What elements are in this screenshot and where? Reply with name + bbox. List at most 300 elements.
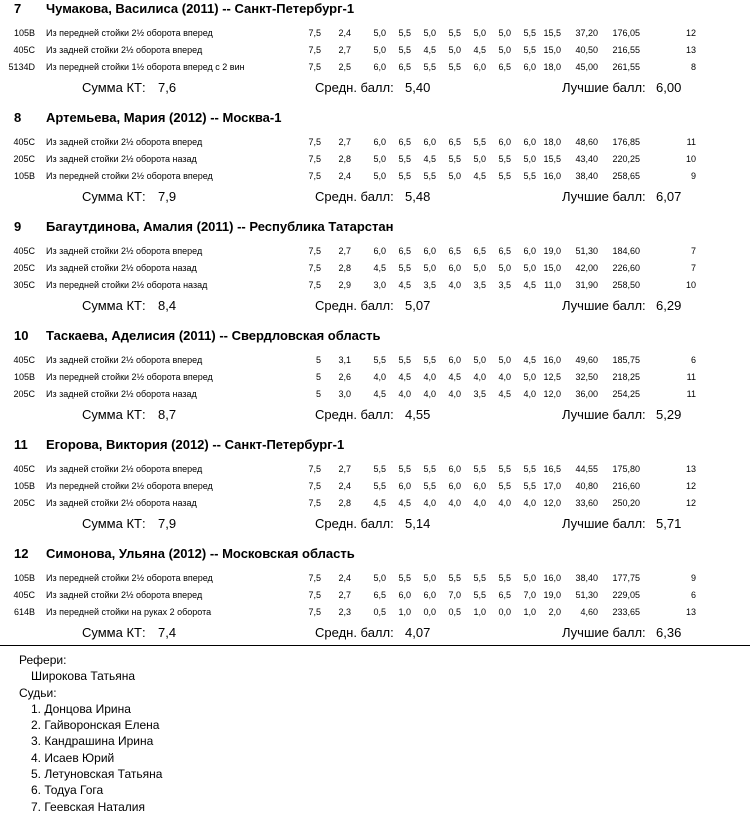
athlete-name: Симонова, Ульяна (2012) -- Московская область — [46, 546, 355, 561]
best-score-value: 6,36 — [656, 625, 682, 640]
running-total: 254,25 — [612, 389, 640, 399]
athlete-place: 11 — [14, 437, 28, 452]
dive-raw-score: 19,0 — [543, 590, 561, 600]
avg-score-value: 5,14 — [405, 516, 431, 531]
judge-score: 3,5 — [473, 389, 486, 399]
judge-score: 6,0 — [448, 481, 461, 491]
dive-difficulty: 2,8 — [338, 154, 351, 164]
avg-score-value: 5,48 — [405, 189, 431, 204]
sum-kt-label: Сумма КТ: — [82, 189, 146, 204]
judge-score: 5,0 — [448, 45, 461, 55]
dive-row — [0, 590, 750, 606]
judge-score: 4,0 — [448, 498, 461, 508]
running-total: 258,50 — [612, 280, 640, 290]
judge-score: 5,5 — [398, 171, 411, 181]
judge-score: 5,5 — [498, 154, 511, 164]
judge-score: 0,0 — [423, 607, 436, 617]
judge-score: 5,5 — [398, 45, 411, 55]
dive-raw-score: 17,0 — [543, 481, 561, 491]
sum-kt-label: Сумма КТ: — [82, 625, 146, 640]
judge-score: 6,0 — [398, 590, 411, 600]
judge-score: 6,5 — [373, 590, 386, 600]
judge-score: 4,0 — [423, 389, 436, 399]
dive-description: Из задней стойки 2½ оборота назад — [46, 154, 197, 164]
dive-points: 49,60 — [575, 355, 598, 365]
dive-description: Из передней стойки 2½ оборота вперед — [46, 171, 213, 181]
dive-code: 614B — [13, 607, 35, 617]
avg-score-label: Средн. балл: — [315, 298, 394, 313]
judge-score: 6,5 — [498, 246, 511, 256]
best-score-value: 5,71 — [656, 516, 682, 531]
running-total: 233,65 — [612, 607, 640, 617]
athlete-place: 12 — [14, 546, 29, 561]
avg-score-value: 5,40 — [405, 80, 431, 95]
judge-score: 5,0 — [373, 154, 386, 164]
dive-value: 7,5 — [308, 246, 321, 256]
sum-kt-value: 8,4 — [158, 298, 177, 313]
judge-score: 6,0 — [373, 62, 386, 72]
dive-points: 51,30 — [575, 590, 598, 600]
athlete-block — [0, 1, 750, 101]
running-rank: 11 — [686, 137, 696, 147]
best-score-label: Лучшие балл: — [562, 625, 646, 640]
judge-score: 4,0 — [473, 498, 486, 508]
judge-score: 3,5 — [498, 280, 511, 290]
referee-name: Широкова Татьяна — [31, 669, 136, 684]
running-rank: 13 — [685, 45, 696, 55]
best-score-label: Лучшие балл: — [562, 80, 646, 95]
judge-score: 5,0 — [473, 154, 486, 164]
judge-score: 5,5 — [523, 28, 536, 38]
judge-score: 6,0 — [373, 137, 386, 147]
dive-description: Из задней стойки 2½ оборота вперед — [46, 137, 203, 147]
dive-raw-score: 18,0 — [543, 62, 561, 72]
running-rank: 11 — [686, 389, 696, 399]
judge-score: 5,5 — [398, 355, 411, 365]
judge-score: 4,0 — [498, 372, 511, 382]
athlete-block — [0, 546, 750, 646]
dive-points: 4,60 — [580, 607, 598, 617]
dive-description: Из задней стойки 2½ оборота вперед — [46, 246, 203, 256]
running-rank: 13 — [685, 607, 696, 617]
judge-score: 5,0 — [423, 573, 436, 583]
avg-score-value: 4,07 — [405, 625, 431, 640]
judge-score: 4,5 — [398, 372, 411, 382]
judge-score: 6,0 — [448, 355, 461, 365]
dive-description: Из передней стойки на руках 2 оборота — [46, 607, 212, 617]
dive-raw-score: 16,0 — [543, 171, 561, 181]
judge-score: 1,0 — [473, 607, 486, 617]
judge-score: 6,0 — [423, 246, 436, 256]
dive-points: 40,80 — [575, 481, 598, 491]
dive-raw-score: 15,0 — [543, 45, 561, 55]
avg-score-label: Средн. балл: — [315, 625, 394, 640]
best-score-label: Лучшие балл: — [562, 516, 646, 531]
judge-score: 5,5 — [373, 355, 386, 365]
sum-kt-label: Сумма КТ: — [82, 298, 146, 313]
judge-score: 5,0 — [523, 372, 536, 382]
dive-value: 7,5 — [308, 573, 321, 583]
dive-code: 405C — [13, 246, 35, 256]
athlete-block — [0, 437, 750, 537]
judge-score: 7,0 — [523, 590, 536, 600]
judge-score: 4,0 — [423, 372, 436, 382]
dive-points: 31,90 — [575, 280, 598, 290]
dive-points: 36,00 — [575, 389, 598, 399]
judge-score: 5,5 — [498, 171, 511, 181]
athlete-name: Таскаева, Аделисия (2011) -- Свердловская область — [46, 328, 381, 343]
judge-score: 5,5 — [398, 154, 411, 164]
judge-score: 5,5 — [398, 464, 411, 474]
dive-description: Из задней стойки 2½ оборота назад — [46, 263, 197, 273]
judge-4: 4. Исаев Юрий — [31, 750, 115, 765]
judge-score: 3,5 — [423, 280, 436, 290]
avg-score-label: Средн. балл: — [315, 189, 394, 204]
judge-score: 5,5 — [398, 28, 411, 38]
judge-score: 5,5 — [498, 481, 511, 491]
running-total: 226,60 — [612, 263, 640, 273]
judge-score: 5,0 — [373, 171, 386, 181]
dive-description: Из задней стойки 2½ оборота вперед — [46, 355, 203, 365]
judge-score: 0,5 — [448, 607, 461, 617]
dive-raw-score: 19,0 — [543, 246, 561, 256]
judge-score: 6,0 — [423, 137, 436, 147]
dive-difficulty: 2,5 — [338, 62, 351, 72]
dive-code: 105B — [13, 481, 35, 491]
dive-difficulty: 2,4 — [338, 481, 351, 491]
dive-raw-score: 15,0 — [543, 263, 561, 273]
judge-score: 5,0 — [473, 263, 486, 273]
dive-value: 7,5 — [308, 45, 321, 55]
dive-points: 45,00 — [575, 62, 598, 72]
judge-score: 4,5 — [473, 45, 486, 55]
sum-kt-label: Сумма КТ: — [82, 516, 146, 531]
judge-score: 6,0 — [523, 62, 536, 72]
judge-score: 5,0 — [523, 154, 536, 164]
best-score-value: 6,29 — [656, 298, 682, 313]
dive-difficulty: 2,8 — [338, 263, 351, 273]
judge-score: 4,0 — [448, 280, 461, 290]
dive-raw-score: 18,0 — [543, 137, 561, 147]
running-total: 175,80 — [612, 464, 640, 474]
dive-difficulty: 2,7 — [338, 464, 351, 474]
judge-score: 6,5 — [448, 246, 461, 256]
dive-code: 405C — [13, 464, 35, 474]
judge-score: 5,0 — [498, 28, 511, 38]
running-total: 250,20 — [612, 498, 640, 508]
best-score-value: 6,07 — [656, 189, 682, 204]
running-total: 176,85 — [612, 137, 640, 147]
dive-row — [0, 171, 750, 187]
dive-row — [0, 481, 750, 497]
dive-code: 405C — [13, 45, 35, 55]
dive-code: 5134D — [8, 62, 35, 72]
dive-code: 405C — [13, 590, 35, 600]
dive-value: 7,5 — [308, 590, 321, 600]
judge-score: 5,0 — [498, 263, 511, 273]
running-total: 177,75 — [612, 573, 640, 583]
dive-code: 105B — [13, 573, 35, 583]
dive-raw-score: 16,0 — [543, 355, 561, 365]
dive-value: 5 — [315, 389, 321, 399]
best-score-label: Лучшие балл: — [562, 298, 646, 313]
judge-score: 4,0 — [373, 372, 386, 382]
best-score-value: 6,00 — [656, 80, 682, 95]
judge-score: 6,5 — [473, 246, 486, 256]
judge-score: 5,5 — [473, 573, 486, 583]
dive-row — [0, 263, 750, 279]
dive-code: 405C — [13, 355, 35, 365]
dive-description: Из задней стойки 2½ оборота вперед — [46, 464, 203, 474]
dive-code: 205C — [13, 263, 35, 273]
judge-score: 5,0 — [523, 573, 536, 583]
judge-score: 4,5 — [398, 498, 411, 508]
dive-difficulty: 2,7 — [338, 590, 351, 600]
dive-difficulty: 2,6 — [338, 372, 351, 382]
dive-row — [0, 607, 750, 623]
judge-score: 6,5 — [398, 246, 411, 256]
judge-score: 5,5 — [448, 62, 461, 72]
athlete-place: 7 — [14, 1, 22, 16]
dive-points: 33,60 — [575, 498, 598, 508]
judge-score: 5,5 — [448, 154, 461, 164]
judge-score: 5,5 — [523, 45, 536, 55]
judge-score: 4,5 — [448, 372, 461, 382]
dive-row — [0, 154, 750, 170]
dive-row — [0, 372, 750, 388]
dive-value: 7,5 — [308, 263, 321, 273]
dive-difficulty: 3,0 — [338, 389, 351, 399]
dive-points: 51,30 — [575, 246, 598, 256]
avg-score-value: 4,55 — [405, 407, 431, 422]
judge-score: 5,0 — [498, 45, 511, 55]
dive-value: 7,5 — [308, 481, 321, 491]
judge-score: 0,0 — [498, 607, 511, 617]
running-rank: 13 — [685, 464, 696, 474]
dive-row — [0, 137, 750, 153]
dive-row — [0, 498, 750, 514]
judge-score: 5,5 — [498, 573, 511, 583]
judge-score: 5,5 — [398, 573, 411, 583]
judge-score: 6,0 — [423, 590, 436, 600]
judge-score: 6,5 — [398, 62, 411, 72]
judge-score: 5,5 — [423, 62, 436, 72]
dive-raw-score: 2,0 — [548, 607, 561, 617]
dive-value: 5 — [315, 355, 321, 365]
judge-score: 4,5 — [423, 154, 436, 164]
judge-score: 5,5 — [473, 590, 486, 600]
judge-score: 5,5 — [373, 464, 386, 474]
judge-score: 4,0 — [398, 389, 411, 399]
dive-description: Из передней стойки 2½ оборота вперед — [46, 372, 213, 382]
dive-raw-score: 12,0 — [543, 389, 561, 399]
judge-1: 1. Донцова Ирина — [31, 701, 131, 716]
dive-code: 105B — [13, 171, 35, 181]
dive-difficulty: 2,8 — [338, 498, 351, 508]
dive-value: 7,5 — [308, 28, 321, 38]
dive-points: 42,00 — [575, 263, 598, 273]
referee-label: Рефери: — [19, 653, 67, 667]
dive-value: 7,5 — [308, 62, 321, 72]
athlete-header — [14, 546, 355, 561]
running-rank: 11 — [686, 372, 696, 382]
judge-score: 6,0 — [398, 481, 411, 491]
dive-points: 37,20 — [575, 28, 598, 38]
dive-code: 105B — [13, 372, 35, 382]
judge-score: 3,0 — [373, 280, 386, 290]
judge-score: 4,5 — [498, 389, 511, 399]
dive-points: 48,60 — [575, 137, 598, 147]
judge-score: 4,0 — [498, 498, 511, 508]
judge-2: 2. Гайворонская Елена — [31, 718, 160, 733]
dive-raw-score: 16,5 — [543, 464, 561, 474]
athlete-block — [0, 328, 750, 428]
judge-score: 6,5 — [498, 62, 511, 72]
sum-kt-value: 7,9 — [158, 516, 177, 531]
judge-score: 6,5 — [448, 137, 461, 147]
judge-6: 6. Тодуа Гога — [31, 783, 104, 798]
sum-kt-value: 8,7 — [158, 407, 177, 422]
dive-description: Из задней стойки 2½ оборота назад — [46, 389, 197, 399]
running-rank: 10 — [685, 154, 696, 164]
dive-code: 105B — [13, 28, 35, 38]
officials-block — [19, 652, 162, 815]
dive-description: Из передней стойки 2½ оборота назад — [46, 280, 208, 290]
athlete-name: Багаутдинова, Амалия (2011) -- Республика Татарстан — [46, 219, 394, 234]
running-rank: 8 — [690, 62, 696, 72]
judge-score: 5,5 — [423, 355, 436, 365]
avg-score-label: Средн. балл: — [315, 407, 394, 422]
athlete-name: Егорова, Виктория (2012) -- Санкт-Петербург-1 — [46, 437, 345, 452]
athlete-block — [0, 219, 750, 319]
judge-score: 5,5 — [473, 137, 486, 147]
running-total: 184,60 — [612, 246, 640, 256]
dive-value: 7,5 — [308, 137, 321, 147]
dive-raw-score: 11,0 — [544, 280, 561, 290]
dive-code: 305C — [13, 280, 35, 290]
judge-score: 4,5 — [473, 171, 486, 181]
dive-value: 7,5 — [308, 607, 321, 617]
dive-row — [0, 389, 750, 405]
judge-score: 5,5 — [373, 481, 386, 491]
judge-score: 5,0 — [523, 263, 536, 273]
running-rank: 12 — [685, 481, 696, 491]
athlete-name: Артемьева, Мария (2012) -- Москва-1 — [46, 110, 282, 125]
running-total: 261,55 — [612, 62, 640, 72]
judge-score: 4,5 — [373, 389, 386, 399]
dive-row — [0, 280, 750, 296]
dive-row — [0, 45, 750, 61]
dive-raw-score: 15,5 — [543, 154, 561, 164]
judge-score: 5,5 — [448, 28, 461, 38]
running-total: 216,55 — [612, 45, 640, 55]
judge-score: 5,0 — [373, 573, 386, 583]
sum-kt-label: Сумма КТ: — [82, 80, 146, 95]
judge-score: 4,5 — [423, 45, 436, 55]
avg-score-label: Средн. балл: — [315, 516, 394, 531]
dive-difficulty: 2,4 — [338, 28, 351, 38]
judge-score: 5,0 — [373, 28, 386, 38]
running-rank: 7 — [690, 263, 696, 273]
dive-value: 7,5 — [308, 464, 321, 474]
dive-points: 40,50 — [575, 45, 598, 55]
judge-score: 5,5 — [448, 573, 461, 583]
running-rank: 12 — [685, 28, 696, 38]
running-total: 185,75 — [612, 355, 640, 365]
judge-score: 6,0 — [523, 137, 536, 147]
dive-difficulty: 2,7 — [338, 246, 351, 256]
dive-difficulty: 2,4 — [338, 171, 351, 181]
judge-score: 5,0 — [423, 263, 436, 273]
judge-score: 1,0 — [398, 607, 411, 617]
athlete-block — [0, 110, 750, 210]
divider — [0, 645, 750, 646]
judge-score: 5,5 — [498, 464, 511, 474]
athlete-header — [14, 219, 393, 234]
dive-description: Из передней стойки 1½ оборота вперед с 2 вин — [46, 62, 245, 72]
judge-score: 0,5 — [373, 607, 386, 617]
dive-description: Из задней стойки 2½ оборота вперед — [46, 590, 203, 600]
judge-score: 6,5 — [398, 137, 411, 147]
judge-score: 3,5 — [473, 280, 486, 290]
athlete-header — [14, 110, 281, 125]
judge-score: 5,0 — [448, 171, 461, 181]
judge-score: 1,0 — [523, 607, 536, 617]
judge-score: 5,0 — [373, 45, 386, 55]
best-score-label: Лучшие балл: — [562, 407, 646, 422]
dive-points: 38,40 — [575, 171, 598, 181]
judge-score: 5,5 — [523, 464, 536, 474]
judge-score: 4,5 — [398, 280, 411, 290]
running-rank: 6 — [690, 355, 696, 365]
judge-score: 5,0 — [498, 355, 511, 365]
running-rank: 9 — [690, 171, 696, 181]
sum-kt-value: 7,9 — [158, 189, 177, 204]
dive-difficulty: 2,4 — [338, 573, 351, 583]
dive-value: 7,5 — [308, 280, 321, 290]
judge-3: 3. Кандрашина Ирина — [31, 734, 154, 749]
dive-points: 43,40 — [575, 154, 598, 164]
running-rank: 6 — [690, 590, 696, 600]
judge-score: 4,0 — [448, 389, 461, 399]
running-rank: 10 — [685, 280, 696, 290]
judge-score: 6,0 — [523, 246, 536, 256]
running-rank: 9 — [690, 573, 696, 583]
running-total: 218,25 — [612, 372, 640, 382]
dive-row — [0, 246, 750, 262]
judge-score: 4,0 — [473, 372, 486, 382]
best-score-label: Лучшие балл: — [562, 189, 646, 204]
avg-score-label: Средн. балл: — [315, 80, 394, 95]
judge-score: 4,0 — [423, 498, 436, 508]
judge-score: 5,5 — [473, 464, 486, 474]
judge-score: 4,5 — [523, 280, 536, 290]
judge-score: 5,0 — [473, 355, 486, 365]
dive-value: 7,5 — [308, 154, 321, 164]
judge-score: 4,5 — [373, 498, 386, 508]
judge-score: 5,0 — [473, 28, 486, 38]
best-score-value: 5,29 — [656, 407, 682, 422]
judge-score: 5,5 — [398, 263, 411, 273]
sum-kt-label: Сумма КТ: — [82, 407, 146, 422]
athlete-place: 10 — [14, 328, 29, 343]
judge-score: 7,0 — [448, 590, 461, 600]
dive-description: Из передней стойки 2½ оборота вперед — [46, 28, 213, 38]
dive-difficulty: 2,3 — [338, 607, 351, 617]
dive-difficulty: 2,7 — [338, 45, 351, 55]
running-total: 229,05 — [612, 590, 640, 600]
running-rank: 12 — [685, 498, 696, 508]
